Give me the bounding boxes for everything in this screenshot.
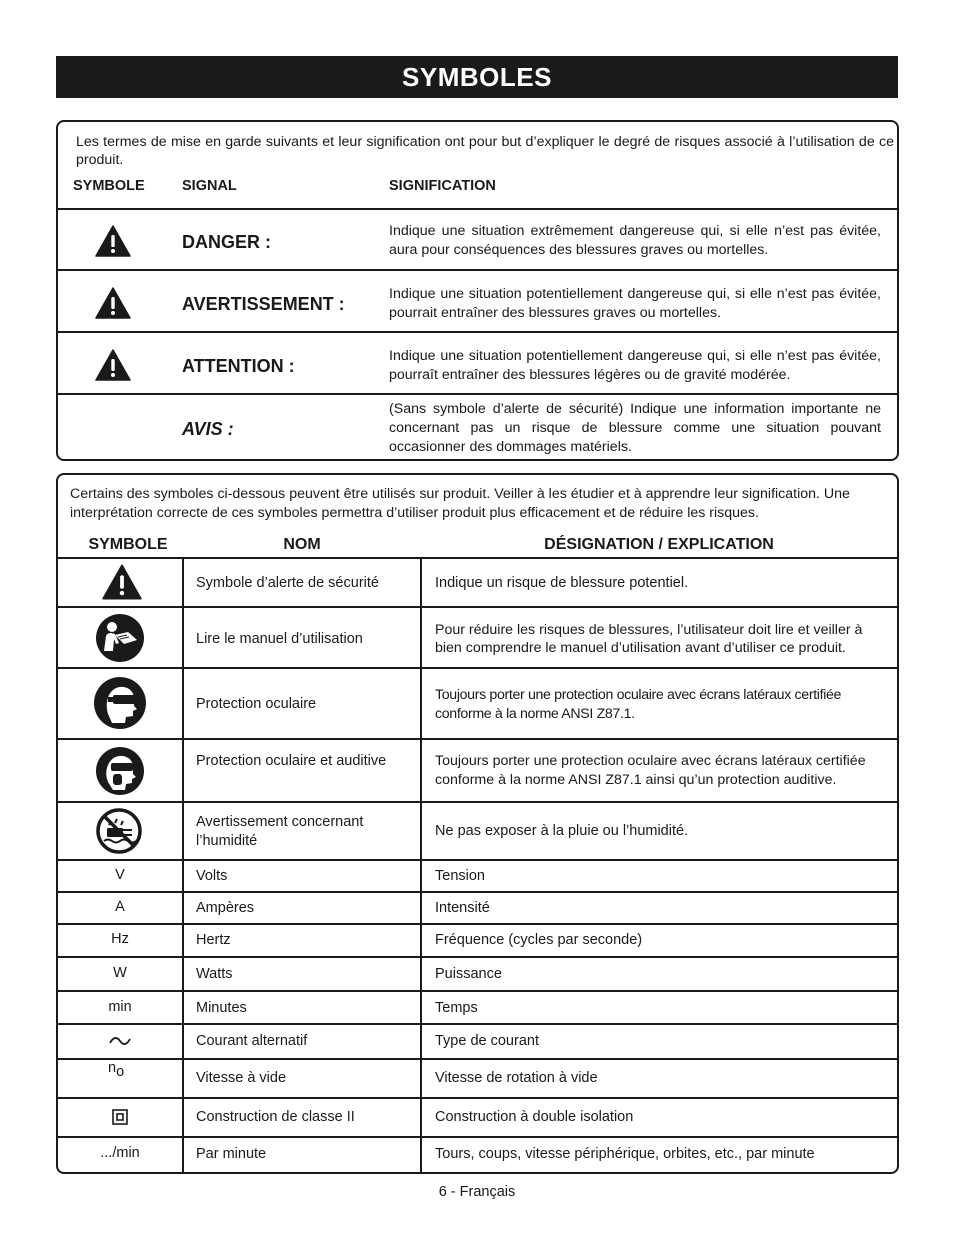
signal-intro: Les termes de mise en garde suivants et leur signification ont pour but d’expliquer le degré de risques associé à l’utilisation de ce produit. — [76, 134, 894, 168]
divider — [58, 393, 897, 395]
symbol-name: Courant alternatif — [196, 1033, 308, 1049]
symbol-desc: Type de courant — [435, 1033, 539, 1049]
symbols-box — [56, 473, 899, 1174]
symbol-desc: Pour réduire les risques de blessures, l’utilisateur doit lire et veiller à bien comprendre le manuel d’utilisation avant d’utiliser ce produit. — [435, 622, 863, 656]
symbol-name: Watts — [196, 966, 233, 982]
alternating-current-icon — [108, 1033, 132, 1054]
symbol-name: Volts — [196, 868, 228, 884]
header-designation: DÉSIGNATION / EXPLICATION — [544, 536, 774, 553]
symbol-name: Vitesse à vide — [196, 1070, 287, 1086]
divider — [58, 208, 897, 210]
warning-triangle-icon — [95, 225, 131, 262]
signal-label-danger: DANGER : — [182, 232, 271, 252]
eye-protection-icon — [93, 676, 147, 735]
warning-triangle-icon — [95, 349, 131, 386]
header-symbol: SYMBOLE — [88, 536, 168, 553]
symbol-desc: Ne pas exposer à la pluie ou l’humidité. — [435, 823, 689, 839]
symbol-text: min — [108, 999, 132, 1015]
divider — [58, 269, 897, 271]
no-load-speed-symbol — [108, 1060, 125, 1080]
symbol-desc: Indique un risque de blessure potentiel. — [435, 575, 689, 591]
column-divider — [182, 557, 184, 1174]
symbol-desc: Vitesse de rotation à vide — [435, 1070, 598, 1086]
signal-text-danger: Indique une situation extrêmement dangereuse qui, si elle n’est pas évitée, aura pour conséquences des blessures graves ou mortelles. — [389, 223, 881, 258]
header-symbol: SYMBOLE — [73, 178, 145, 194]
symbol-text: W — [113, 965, 127, 981]
symbol-name: Construction de classe II — [196, 1109, 355, 1125]
header-signal: SIGNAL — [182, 178, 237, 194]
signal-label-caution: ATTENTION : — [182, 356, 295, 376]
eye-ear-protection-icon — [95, 746, 145, 801]
symbol-name: Lire le manuel d’utilisation — [196, 631, 363, 647]
signal-text-warning: Indique une situation potentiellement dangereuse qui, si elle n’est pas évitée, pourrait entraîner des blessures graves ou mortelles. — [389, 286, 881, 321]
symbol-name: Ampères — [196, 900, 255, 916]
header-meaning: SIGNIFICATION — [389, 178, 496, 194]
divider — [58, 331, 897, 333]
class-ii-construction-icon — [112, 1109, 128, 1130]
symbol-desc: Construction à double isolation — [435, 1109, 634, 1125]
no-wet-conditions-icon — [96, 808, 142, 859]
symbol-text: .../min — [100, 1145, 140, 1161]
signal-label-notice: AVIS : — [182, 419, 234, 439]
symbol-text: A — [115, 899, 125, 915]
symbol-desc: Tours, coups, vitesse périphérique, orbites, etc., par minute — [435, 1146, 815, 1162]
symbol-text: Hz — [111, 931, 129, 947]
symbol-desc: Fréquence (cycles par seconde) — [435, 932, 643, 948]
symbol-desc: Toujours porter une protection oculaire avec écrans latéraux certifiée conforme à la norme ANSI Z87.1 ainsi qu’un protection auditive. — [435, 753, 866, 788]
signal-words-box — [56, 120, 899, 461]
page-title: SYMBOLES — [56, 56, 898, 98]
signal-text-caution: Indique une situation potentiellement dangereuse qui, si elle n’est pas évitée, pourraît entraîner des blessures légères ou de gravité modérée. — [389, 348, 881, 383]
symbol-name: Protection oculaire — [196, 696, 317, 712]
symbol-name: Avertissement concernant l’humidité — [196, 814, 364, 849]
symbol-desc: Tension — [435, 868, 485, 884]
symbol-name: Hertz — [196, 932, 231, 948]
column-divider — [420, 557, 422, 1174]
signal-label-warning: AVERTISSEMENT : — [182, 294, 345, 314]
warning-triangle-icon — [95, 287, 131, 324]
header-name: NOM — [283, 536, 321, 553]
symbol-desc: Temps — [435, 1000, 478, 1016]
symbol-name: Protection oculaire et auditive — [196, 753, 387, 769]
symbol-desc: Toujours porter une protection oculaire avec écrans latéraux certifiée conforme à la norme ANSI Z87.1. — [435, 687, 842, 722]
read-manual-icon — [95, 613, 145, 668]
symbol-name: Minutes — [196, 1000, 247, 1016]
symbol-desc: Intensité — [435, 900, 490, 916]
signal-text-notice: (Sans symbole d’alerte de sécurité) Indique une information importante ne concernant pas un risque de blessure comme une situation pouvant occasionner des dommages matériels. — [389, 401, 881, 455]
symbols-intro: Certains des symboles ci-dessous peuvent être utilisés sur produit. Veiller à les étudier et à apprendre leur signification. Une interprétation correcte de ces symboles permettra d’utiliser produit plus efficacement et de réduire les risques. — [70, 486, 850, 521]
symbol-subscript: o — [116, 1064, 125, 1080]
page-footer: 6 - Français — [438, 1184, 516, 1200]
symbol-text: V — [115, 867, 125, 883]
symbol-text: n — [108, 1060, 117, 1076]
symbol-name: Symbole d’alerte de sécurité — [196, 575, 379, 591]
symbol-name: Par minute — [196, 1146, 267, 1162]
symbol-desc: Puissance — [435, 966, 502, 982]
warning-triangle-icon — [102, 564, 142, 605]
